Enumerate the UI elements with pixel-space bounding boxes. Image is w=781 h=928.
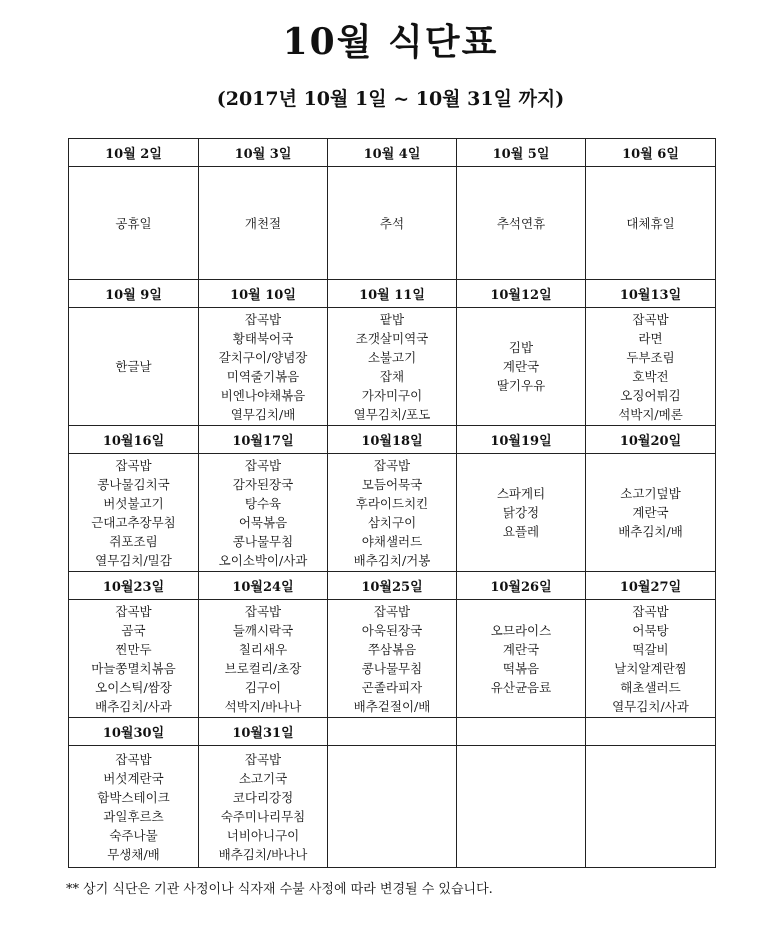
meal-item: 대체휴일 — [626, 215, 675, 231]
day-meal-cell — [457, 454, 586, 572]
meal-item: 잡곡밥 — [244, 603, 282, 619]
meal-item: 닭강정 — [502, 505, 540, 520]
day-meal-cell — [586, 167, 716, 280]
day-meal-cell — [457, 167, 586, 280]
meal-item: 잡곡밥 — [244, 311, 282, 327]
day-meal-cell — [199, 746, 328, 868]
meal-item: 개천절 — [244, 215, 282, 231]
meal-item: 라면 — [638, 330, 663, 346]
day-meal-cell — [586, 600, 716, 718]
meal-item: 배추김치/배 — [618, 524, 683, 539]
day-meal-cell — [69, 308, 199, 426]
meal-item: 잡곡밥 — [115, 603, 152, 619]
meal-row — [69, 308, 716, 426]
meal-item: 탕수육 — [244, 495, 282, 511]
day-meal-cell — [328, 308, 457, 426]
day-meal-cell — [69, 600, 199, 718]
meal-item: 황태북어국 — [232, 330, 294, 346]
meal-item: 열무김치/사과 — [612, 698, 689, 714]
meal-item: 잡곡밥 — [115, 751, 152, 767]
date-header-cell: 10월16일 — [69, 426, 199, 454]
meal-item: 어묵탕 — [632, 622, 669, 638]
date-header-row — [69, 572, 716, 600]
meal-item: 브로컬리/초장 — [224, 660, 302, 676]
meal-item: 소불고기 — [367, 349, 417, 365]
meal-item: 잡곡밥 — [244, 457, 282, 473]
day-meal-cell — [586, 454, 716, 572]
meal-item: 계란국 — [502, 359, 540, 374]
date-header-cell: 10월 5일 — [457, 139, 586, 167]
meal-item: 계란국 — [502, 641, 540, 657]
meal-item: 비엔나야채볶음 — [220, 387, 306, 403]
meal-item: 한글날 — [115, 359, 152, 374]
meal-item: 날치알계란찜 — [614, 660, 687, 676]
meal-item: 유산균음료 — [490, 679, 552, 695]
meal-item: 아욱된장국 — [361, 622, 423, 638]
meal-item: 석박지/바나나 — [224, 698, 302, 714]
date-header-cell: 10월23일 — [69, 572, 199, 600]
meal-item: 야채샐러드 — [361, 533, 423, 549]
meal-row — [69, 454, 716, 572]
meal-item: 쥐포조림 — [109, 533, 158, 549]
meal-item: 콩나물무침 — [361, 660, 423, 676]
date-range-subtitle: (2017년 10월 1일 ~ 10월 31일 까지) — [216, 88, 565, 110]
meal-item: 추석연휴 — [496, 215, 546, 231]
meal-item: 숙주나물 — [109, 827, 158, 843]
date-header-cell: 10월 9일 — [69, 280, 199, 308]
meal-item: 갈치구이/양념장 — [218, 349, 308, 365]
day-meal-cell — [328, 746, 457, 868]
day-meal-cell — [586, 746, 716, 868]
meal-item: 소고기덮밥 — [620, 486, 681, 501]
meal-item: 미역줄기볶음 — [226, 368, 300, 384]
meal-plan-table — [68, 138, 716, 868]
meal-item: 곤졸라피자 — [361, 679, 423, 695]
meal-item: 떡볶음 — [502, 660, 540, 676]
meal-item: 콩나물무침 — [232, 533, 294, 549]
meal-item: 숙주미나리무침 — [220, 808, 306, 824]
meal-row — [69, 600, 716, 718]
meal-item: 떡갈비 — [632, 641, 669, 657]
meal-item: 석박지/메론 — [618, 406, 683, 422]
date-header-cell: 10월30일 — [69, 718, 199, 746]
meal-item: 삼치구이 — [367, 514, 417, 530]
meal-item: 딸기우유 — [496, 378, 546, 393]
meal-item: 열무김치/포도 — [353, 406, 431, 422]
date-header-cell: 10월20일 — [586, 426, 716, 454]
meal-item: 과일후르츠 — [103, 808, 164, 824]
meal-item: 두부조림 — [626, 349, 675, 365]
date-header-cell: 10월19일 — [457, 426, 586, 454]
date-header-cell: 10월 4일 — [328, 139, 457, 167]
meal-item: 소고기국 — [238, 770, 288, 786]
date-header-cell: 10월13일 — [586, 280, 716, 308]
day-meal-cell — [457, 746, 586, 868]
day-meal-cell — [457, 308, 586, 426]
meal-item: 배추김치/사과 — [95, 698, 172, 714]
date-header-cell: 10월24일 — [199, 572, 328, 600]
meal-item: 잡채 — [379, 368, 405, 384]
meal-item: 잡곡밥 — [373, 603, 411, 619]
meal-item: 잡곡밥 — [373, 457, 411, 473]
meal-item: 열무김치/밀감 — [95, 552, 172, 568]
meal-item: 모듬어묵국 — [361, 476, 423, 492]
meal-item: 가자미구이 — [361, 387, 423, 403]
meal-item: 쭈삼볶음 — [367, 641, 417, 657]
day-meal-cell — [199, 600, 328, 718]
meal-item: 팥밥 — [379, 311, 405, 327]
meal-item: 요플레 — [502, 524, 540, 539]
meal-item: 배추김치/거봉 — [353, 552, 431, 568]
date-header-cell: 10월18일 — [328, 426, 457, 454]
day-meal-cell — [457, 600, 586, 718]
meal-item: 호박전 — [632, 368, 669, 384]
date-header-cell — [586, 718, 716, 746]
meal-item: 추석 — [379, 215, 405, 231]
meal-item: 후라이드치킨 — [355, 495, 429, 511]
meal-item: 버섯불고기 — [103, 495, 164, 511]
date-header-row — [69, 139, 716, 167]
meal-item: 콩나물김치국 — [97, 476, 170, 492]
day-meal-cell — [69, 454, 199, 572]
meal-item: 곰국 — [121, 622, 146, 638]
meal-item: 잡곡밥 — [632, 603, 669, 619]
meal-item: 스파게티 — [496, 486, 546, 501]
meal-item: 김구이 — [244, 679, 282, 695]
date-header-cell: 10월27일 — [586, 572, 716, 600]
date-header-cell: 10월 6일 — [586, 139, 716, 167]
date-header-cell: 10월 11일 — [328, 280, 457, 308]
date-header-cell: 10월26일 — [457, 572, 586, 600]
meal-item: 마늘쫑멸치볶음 — [91, 660, 176, 676]
date-header-cell — [328, 718, 457, 746]
date-header-cell: 10월12일 — [457, 280, 586, 308]
date-header-cell: 10월31일 — [199, 718, 328, 746]
meal-item: 계란국 — [632, 505, 669, 520]
day-meal-cell — [199, 167, 328, 280]
meal-item: 오이스틱/쌈장 — [95, 679, 172, 695]
meal-item: 배추김치/바나나 — [218, 846, 308, 862]
day-meal-cell — [199, 308, 328, 426]
day-meal-cell — [586, 308, 716, 426]
day-meal-cell — [328, 454, 457, 572]
meal-row — [69, 746, 716, 868]
meal-item: 잡곡밥 — [115, 457, 152, 473]
date-header-cell: 10월 10일 — [199, 280, 328, 308]
date-header-cell: 10월17일 — [199, 426, 328, 454]
date-header-row — [69, 718, 716, 746]
day-meal-cell — [69, 746, 199, 868]
day-meal-cell — [328, 600, 457, 718]
date-header-cell: 10월 3일 — [199, 139, 328, 167]
meal-item: 김밥 — [508, 340, 534, 355]
date-header-row — [69, 280, 716, 308]
page-title: 10월 식단표 — [282, 21, 499, 63]
day-meal-cell — [199, 454, 328, 572]
meal-item: 버섯계란국 — [103, 770, 164, 786]
day-meal-cell — [69, 167, 199, 280]
date-header-cell — [457, 718, 586, 746]
meal-item: 오므라이스 — [490, 622, 552, 638]
day-meal-cell — [328, 167, 457, 280]
meal-item: 무생채/배 — [107, 846, 160, 862]
meal-item: 근대고추장무침 — [91, 514, 176, 530]
meal-item: 너비아니구이 — [226, 827, 300, 843]
date-header-cell: 10월 2일 — [69, 139, 199, 167]
meal-item: 오이소박이/사과 — [218, 552, 308, 568]
meal-row — [69, 167, 716, 280]
date-header-row — [69, 426, 716, 454]
date-header-cell: 10월25일 — [328, 572, 457, 600]
meal-item: 찐만두 — [115, 641, 152, 657]
meal-item: 코다리강정 — [232, 789, 294, 805]
meal-item: 열무김치/배 — [230, 406, 296, 422]
meal-item: 해초샐러드 — [620, 679, 681, 695]
meal-item: 오징어튀김 — [620, 387, 681, 403]
footnote: ** 상기 식단은 기관 사정이나 식자재 수불 사정에 따라 변경될 수 있습니다. — [66, 882, 493, 897]
meal-item: 들깨시락국 — [232, 622, 294, 638]
meal-item: 공휴일 — [115, 215, 152, 231]
meal-item: 감자된장국 — [232, 476, 294, 492]
meal-item: 배추겉절이/배 — [353, 698, 431, 714]
meal-item: 칠리새우 — [238, 641, 288, 657]
meal-item: 조갯살미역국 — [355, 330, 429, 346]
meal-item: 잡곡밥 — [632, 311, 669, 327]
meal-item: 어묵볶음 — [238, 514, 288, 530]
meal-item: 함박스테이크 — [97, 789, 170, 805]
meal-item: 잡곡밥 — [244, 751, 282, 767]
